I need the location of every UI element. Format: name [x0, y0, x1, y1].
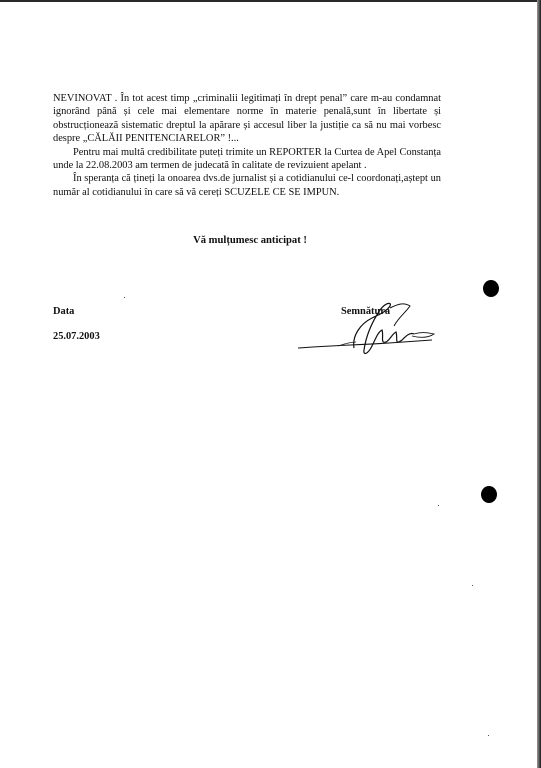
- scan-speck: [124, 297, 125, 298]
- scan-edge-top: [0, 0, 541, 2]
- scan-speck: [438, 505, 439, 506]
- closing-line: Vă mulțumesc anticipat !: [193, 235, 307, 246]
- letter-paragraph-2: Pentru mai multă credibilitate puteți trimite un REPORTER la Curtea de Apel Constanța unde la 22.08.2003 am termen de judecată în calitate de revizuient apelant .: [53, 146, 441, 172]
- letter-body: [53, 92, 441, 199]
- handwritten-signature: [294, 296, 444, 366]
- letter-paragraph-3: În speranța că țineți la onoarea dvs.de jurnalist și a cotidianului ce-l coordonați,aștept un număr al cotidianului în care să vă cereți SCUZELE CE SE IMPUN.: [53, 173, 441, 198]
- punch-hole-bottom: [481, 486, 497, 503]
- scan-speck: [488, 735, 489, 736]
- signature-label: Semnătura: [341, 306, 391, 317]
- letter-paragraph-1: NEVINOVAT . În tot acest timp „criminalii legitimați în drept penal” care m-au condamnat ignorând până și cele mai elementare norme în materie penală,sunt în libertate și obstrucționează sistematic dreptul la apărare și accesul liber la justiție ca să nu mai vorbesc despre „CĂLĂII PENITENCIARELOR” !...: [53, 93, 441, 145]
- date-value: 25.07.2003: [53, 331, 100, 342]
- date-label: Data: [53, 306, 75, 317]
- scan-edge-right: [537, 0, 541, 768]
- scan-speck: [472, 585, 473, 586]
- punch-hole-top: [483, 280, 499, 297]
